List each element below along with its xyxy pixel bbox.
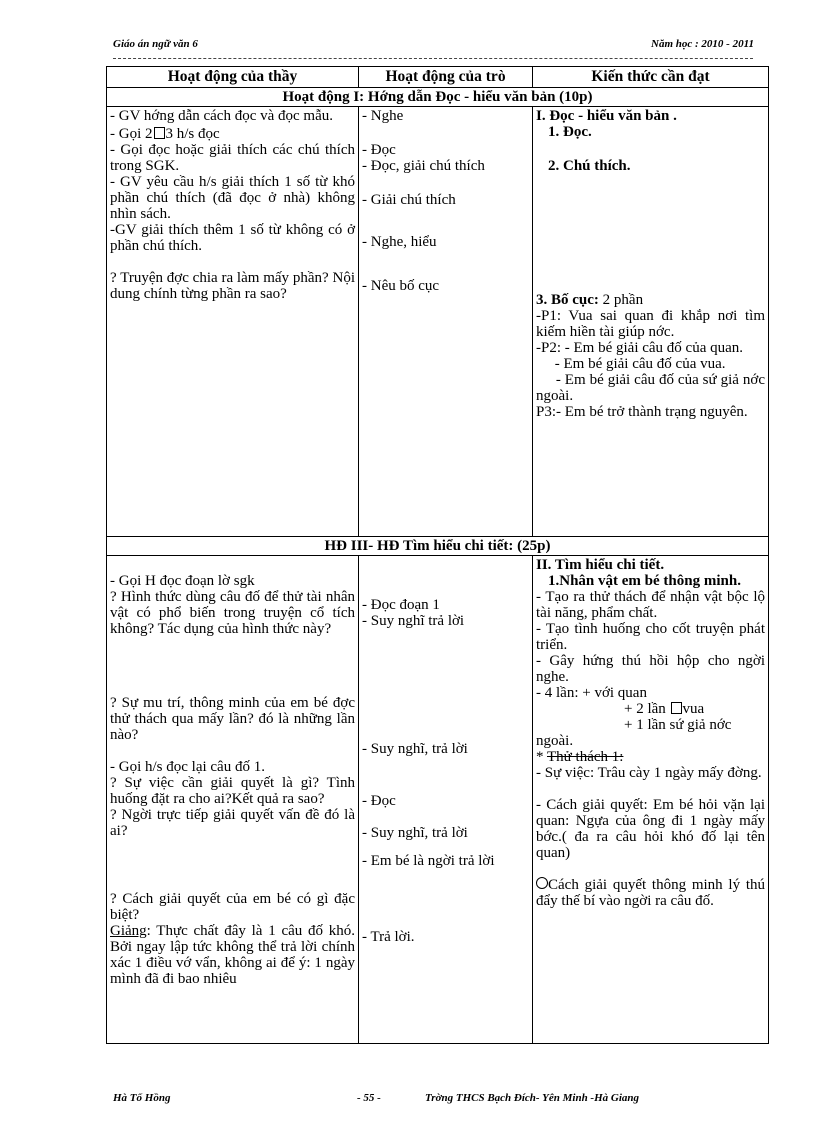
knowledge-text: - 4 lần: + với quan bbox=[536, 685, 647, 701]
knowledge-text: - Sự việc: Trâu cày 1 ngày mấy đờng. bbox=[536, 765, 762, 781]
knowledge-text: + 1 lần sứ giả nớc bbox=[624, 717, 732, 733]
col-header-knowledge: Kiến thức cần đạt bbox=[533, 67, 769, 88]
knowledge-text: * Thử thách 1: bbox=[536, 749, 624, 765]
col-header-student: Hoạt động của trò bbox=[359, 67, 533, 88]
teacher-text: - Gọi đọc hoặc giải thích các chú thích trong SGK. bbox=[110, 142, 355, 174]
footer-author: Hà Tố Hồng bbox=[113, 1092, 171, 1104]
student-text: - Suy nghĩ, trả lời bbox=[362, 825, 468, 841]
table-row bbox=[107, 556, 769, 1044]
footer-school: Trờng THCS Bạch Đích- Yên Minh -Hà Giang bbox=[425, 1092, 640, 1104]
table-row bbox=[107, 107, 769, 537]
student-text: - Nghe, hiểu bbox=[362, 234, 437, 250]
teacher-text: ? Sự mu trí, thông minh của em bé đợc thử thách qua mấy lần? đó là những lần nào? bbox=[110, 695, 355, 743]
teacher-text: -GV giải thích thêm 1 số từ không có ở phần chú thích. bbox=[110, 222, 355, 254]
knowledge-text: - Tạo tình huống cho cốt truyện phát triển. bbox=[536, 621, 765, 653]
teacher-text: - Gọi 2 3 h/s đọc bbox=[110, 126, 220, 142]
teacher-text: ? Sự việc cần giải quyết là gì? Tình huống đặt ra cho ai?Kết quả ra sao? bbox=[110, 775, 355, 807]
student-text: - Nghe bbox=[362, 108, 404, 124]
student-text: - Trả lời. bbox=[362, 929, 415, 945]
student-cell bbox=[359, 107, 533, 537]
knowledge-cell bbox=[533, 556, 769, 1044]
section1-title: Hoạt động I: Hớng dẫn Đọc - hiểu văn bản (10p) bbox=[107, 88, 769, 107]
student-text: - Giải chú thích bbox=[362, 192, 456, 208]
student-text: - Suy nghĩ, trả lời bbox=[362, 741, 468, 757]
knowledge-text: 2. Chú thích. bbox=[548, 158, 631, 174]
knowledge-text: + 2 lần vua bbox=[624, 701, 705, 717]
table-header-row bbox=[107, 67, 769, 88]
section-title-row bbox=[107, 88, 769, 107]
footer-page-number: - 55 - bbox=[357, 1092, 381, 1104]
square-symbol-icon bbox=[671, 702, 682, 714]
teacher-text: ? Hình thức dùng câu đố để thử tài nhân vật có phổ biến trong truyện cổ tích không? Tác dụng của hình thức này? bbox=[110, 589, 355, 637]
teacher-text: ? Cách giải quyết của em bé có gì đặc biệt? bbox=[110, 891, 355, 923]
section-title-row bbox=[107, 537, 769, 556]
knowledge-text: 3. Bố cục: 2 phần bbox=[536, 292, 644, 308]
section2-title: HĐ III- HĐ Tìm hiểu chi tiết: (25p) bbox=[107, 537, 769, 556]
student-text: - Đọc đoạn 1 bbox=[362, 597, 440, 613]
teacher-text: - GV yêu cầu h/s giải thích 1 số từ khó phần chú thích (đã đọc ở nhà) không nhìn sách. bbox=[110, 174, 355, 222]
knowledge-text: -P1: Vua sai quan đi khắp nơi tìm kiếm hiền tài giúp nớc. bbox=[536, 308, 765, 340]
knowledge-text: 1.Nhân vật em bé thông minh. bbox=[548, 573, 741, 589]
teacher-text: ? Truyện đợc chia ra làm mấy phần? Nội dung chính từng phần ra sao? bbox=[110, 270, 355, 302]
header-divider bbox=[113, 58, 753, 59]
knowledge-text: Cách giải quyết thông minh lý thú đẩy thế bí vào ngời ra câu đố. bbox=[536, 877, 765, 909]
student-text: - Đọc bbox=[362, 142, 396, 158]
header-left: Giáo án ngữ văn 6 bbox=[113, 38, 198, 50]
knowledge-text: - Cách giải quyết: Em bé hỏi vặn lại quan: Ngựa của ông đi 1 ngày mấy bớc.( đa ra câu hỏi khó đố lại tên quan) bbox=[536, 797, 765, 861]
knowledge-cell bbox=[533, 107, 773, 537]
knowledge-text: - Gây hứng thú hồi hộp cho ngời nghe. bbox=[536, 653, 765, 685]
student-text: - Em bé là ngời trả lời bbox=[362, 853, 495, 869]
teacher-text: - Gọi H đọc đoạn lờ sgk bbox=[110, 573, 255, 589]
knowledge-text: 1. Đọc. bbox=[548, 124, 592, 140]
teacher-text: - Gọi h/s đọc lại câu đố 1. bbox=[110, 759, 265, 775]
circle-symbol-icon bbox=[536, 877, 548, 889]
teacher-text: ? Ngời trực tiếp giải quyết vấn đề đó là ai? bbox=[110, 807, 355, 839]
knowledge-text: ngoài. bbox=[536, 733, 574, 749]
knowledge-text: P3:- Em bé trở thành trạng nguyên. bbox=[536, 404, 748, 420]
header-right: Năm học : 2010 - 2011 bbox=[651, 38, 754, 50]
knowledge-text: -P2: - Em bé giải câu đố của quan. bbox=[536, 340, 744, 356]
student-cell bbox=[359, 556, 533, 1044]
knowledge-text: - Em bé giải câu đố của vua. bbox=[536, 356, 726, 372]
col-header-teacher: Hoạt động của thầy bbox=[107, 67, 359, 88]
knowledge-text: - Tạo ra thử thách để nhận vật bộc lộ tài năng, phẩm chất. bbox=[536, 589, 765, 621]
knowledge-text: I. Đọc - hiểu văn bản . bbox=[536, 108, 677, 124]
teacher-text: Giảng: Thực chất đây là 1 câu đố khó. Bởi ngay lập tức không thể trả lời chính xác 1 điều vớ vẩn, không ai để ý: 1 ngày mình đã đi bao nhiêu bbox=[110, 923, 355, 987]
knowledge-text: - Em bé giải câu đố của sứ giả nớc ngoài. bbox=[536, 372, 773, 404]
teacher-cell bbox=[107, 107, 359, 537]
student-text: - Đọc bbox=[362, 793, 396, 809]
student-text: - Nêu bố cục bbox=[362, 278, 440, 294]
square-symbol-icon bbox=[154, 127, 165, 139]
knowledge-text: II. Tìm hiểu chi tiết. bbox=[536, 557, 665, 573]
teacher-text: - GV hớng dẫn cách đọc và đọc mẫu. bbox=[110, 108, 334, 124]
student-text: - Suy nghĩ trả lời bbox=[362, 613, 465, 629]
student-text: - Đọc, giải chú thích bbox=[362, 158, 485, 174]
teacher-cell bbox=[107, 556, 359, 1044]
lesson-table bbox=[106, 66, 773, 1044]
